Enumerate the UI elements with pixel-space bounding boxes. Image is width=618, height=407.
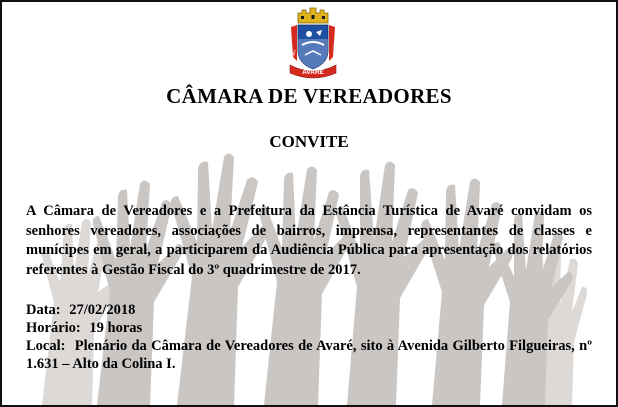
date-row [26, 301, 592, 319]
place-value: Plenário da Câmara de Vereadores de Avaré, sito à Avenida Gilberto Filgueiras, nº 1.631 – Alto da Colina I. [26, 338, 592, 372]
invitation-paragraph: A Câmara de Vereadores e a Prefeitura da Estância Turística de Avaré convidam os senhores vereadores, associações de bairros, imprensa, representantes de classes e munícipes em geral, a participarem da Audiência Pública para apresentação dos relatórios referentes à Gestão Fiscal do 3º quadrimestre de 2017. [26, 203, 592, 278]
date-value: 27/02/2018 [69, 302, 136, 318]
place-label: Local: [26, 338, 66, 354]
invitation-heading: CONVITE [269, 132, 349, 151]
event-details [26, 301, 592, 373]
time-row [26, 319, 592, 337]
content-layer [2, 2, 616, 405]
crest-banner-text: AVARÉ [302, 69, 324, 76]
time-value: 19 horas [89, 320, 143, 336]
crest-left-year: 1861 [291, 49, 297, 58]
crest-right-year: 1875 [332, 44, 338, 53]
date-label: Data: [26, 302, 61, 318]
page-title: CÂMARA DE VEREADORES [166, 84, 452, 108]
place-row [26, 337, 592, 373]
time-label: Horário: [26, 320, 81, 336]
city-crest-icon [287, 5, 339, 81]
